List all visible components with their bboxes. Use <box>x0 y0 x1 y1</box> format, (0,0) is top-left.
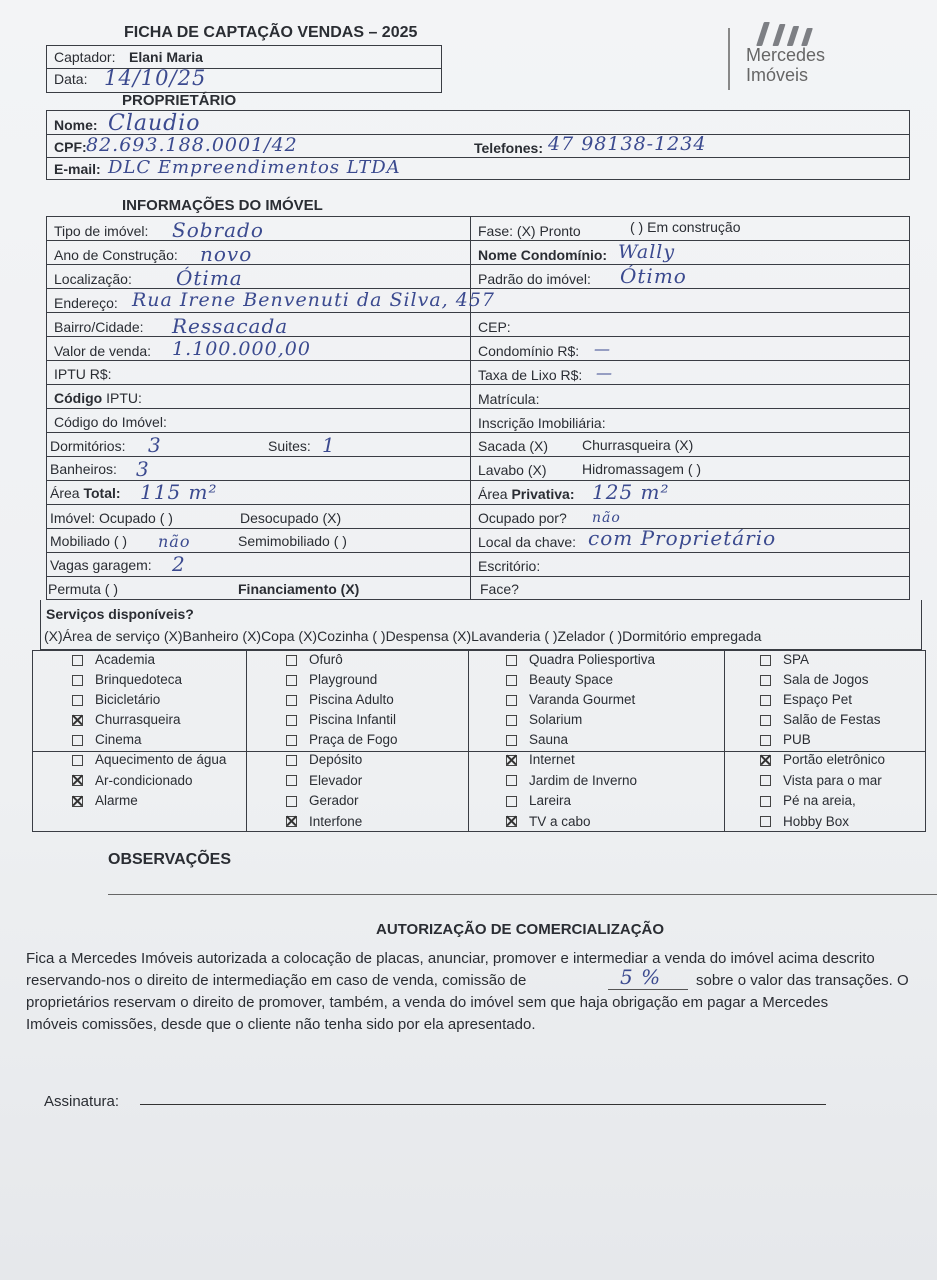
amenity-label: Interfone <box>309 813 363 829</box>
amenity-item[interactable] <box>286 773 362 788</box>
checkbox-icon[interactable] <box>72 775 83 786</box>
amenity-label: Hobby Box <box>783 813 850 829</box>
checkbox-icon[interactable] <box>72 655 83 666</box>
local-chave-label: Local da chave: <box>478 534 577 550</box>
checkbox-icon[interactable] <box>506 775 517 786</box>
row-divider <box>46 528 910 529</box>
amenity-label: Ar-condicionado <box>95 772 193 788</box>
amenity-item[interactable] <box>286 692 394 707</box>
checkbox-icon[interactable] <box>286 695 297 706</box>
phones-value[interactable]: 47 98138-1234 <box>548 133 707 155</box>
checkbox-icon[interactable] <box>506 816 517 827</box>
inscricao-label: Inscrição Imobiliária: <box>478 415 606 431</box>
authorization-p1: Fica a Mercedes Imóveis autorizada a colocação de placas, anunciar, promover e intermediar a venda do imóvel acima descrito <box>26 950 875 967</box>
divider <box>724 650 725 832</box>
amenity-item[interactable] <box>286 732 398 747</box>
checkbox-icon[interactable] <box>506 715 517 726</box>
amenity-item[interactable] <box>506 652 655 667</box>
checkbox-icon[interactable] <box>72 735 83 746</box>
desocupado-option[interactable]: Desocupado (X) <box>240 510 342 526</box>
checkbox-icon[interactable] <box>286 755 297 766</box>
amenity-item[interactable] <box>760 732 811 747</box>
authorization-p2b: sobre o valor das transações. O <box>696 972 909 989</box>
area-total-label-a: Área <box>50 485 84 501</box>
checkbox-icon[interactable] <box>760 735 771 746</box>
cep-label: CEP: <box>478 319 511 335</box>
vagas-label: Vagas garagem: <box>50 557 152 573</box>
checkbox-icon[interactable] <box>760 796 771 807</box>
row-divider <box>46 264 910 265</box>
amenity-label: Pé na areia, <box>783 793 856 808</box>
suites-label: Suites: <box>268 438 311 454</box>
amenity-label: Piscina Adulto <box>309 692 394 707</box>
checkbox-icon[interactable] <box>760 655 771 666</box>
amenity-label: Sala de Jogos <box>783 672 869 687</box>
amenity-item[interactable] <box>72 793 138 808</box>
amenity-item[interactable] <box>506 692 635 707</box>
divider <box>468 650 469 832</box>
ocupado-por-label: Ocupado por? <box>478 510 567 526</box>
localizacao-label: Localização: <box>54 271 132 287</box>
email-value[interactable]: DLC Empreendimentos LTDA <box>108 157 401 178</box>
services-line[interactable]: (X)Área de serviço (X)Banheiro (X)Copa (X)Cozinha ( )Despensa (X)Lavanderia ( )Zelador ( )Dormitório empregada <box>44 628 762 644</box>
endereco-label: Endereço: <box>54 295 118 311</box>
data-label: Data: <box>54 71 88 87</box>
padrao-label: Padrão do imóvel: <box>478 271 591 287</box>
observations-heading: OBSERVAÇÕES <box>108 851 231 868</box>
logo-text-2: Imóveis <box>746 65 809 85</box>
amenity-label: Elevador <box>309 772 363 788</box>
amenity-label: Bicicletário <box>95 692 161 707</box>
amenity-item[interactable] <box>506 752 575 767</box>
amenity-item[interactable] <box>286 652 343 667</box>
row-divider <box>46 504 910 505</box>
amenity-item[interactable] <box>760 814 849 829</box>
amenity-item[interactable] <box>286 814 362 829</box>
checkbox-icon[interactable] <box>286 715 297 726</box>
amenity-item[interactable] <box>760 652 809 667</box>
amenity-item[interactable] <box>286 712 396 727</box>
amenity-item[interactable] <box>72 712 181 727</box>
divider <box>246 650 247 832</box>
banheiros-label: Banheiros: <box>50 461 117 477</box>
amenity-label: Espaço Pet <box>783 692 853 707</box>
amenity-item[interactable] <box>506 712 582 727</box>
checkbox-icon[interactable] <box>286 735 297 746</box>
bairro-value[interactable]: Ressacada <box>172 314 289 338</box>
permuta-option[interactable]: Permuta ( ) <box>48 581 119 597</box>
area-privativa-value[interactable]: 125 m² <box>592 480 670 504</box>
authorization-p3: proprietários reservam o direito de promover, também, a venda do imóvel sem que haja obrigação em pagar a Mercedes <box>26 994 829 1011</box>
amenity-label: Churrasqueira <box>95 712 181 727</box>
face-label: Face? <box>480 581 519 597</box>
data-value[interactable]: 14/10/25 <box>104 66 207 90</box>
checkbox-icon[interactable] <box>506 735 517 746</box>
cpf-label: CPF: <box>54 139 87 155</box>
amenity-label: Cinema <box>95 732 142 747</box>
amenity-label: SPA <box>783 652 810 667</box>
checkbox-icon[interactable] <box>760 755 771 766</box>
checkbox-icon[interactable] <box>286 675 297 686</box>
row-divider <box>46 312 910 313</box>
suites-value[interactable]: 1 <box>322 433 336 457</box>
amenity-item[interactable] <box>72 732 142 747</box>
owner-name-value[interactable]: Claudio <box>108 111 201 136</box>
checkbox-icon[interactable] <box>286 796 297 807</box>
row-divider <box>46 456 910 457</box>
amenity-item[interactable] <box>506 814 591 829</box>
phones-label: Telefones: <box>474 140 543 156</box>
hidromassagem-option[interactable]: Hidromassagem ( ) <box>582 461 702 477</box>
financiamento-option[interactable]: Financiamento (X) <box>238 581 360 597</box>
amenity-label: Praça de Fogo <box>309 732 398 747</box>
area-priv-label-a: Área <box>478 486 512 502</box>
ano-value[interactable]: novo <box>200 242 253 266</box>
area-priv-label-b: Privativa: <box>511 486 575 502</box>
cpf-value[interactable]: 82.693.188.0001/42 <box>86 134 298 156</box>
padrao-value[interactable]: Ótimo <box>620 264 687 288</box>
dormitorios-label: Dormitórios: <box>50 438 126 454</box>
amenity-label: Brinquedoteca <box>95 672 183 687</box>
valor-label: Valor de venda: <box>54 343 152 359</box>
cond-name-label: Nome Condomínio: <box>478 247 608 263</box>
semimobiliado-option[interactable]: Semimobiliado ( ) <box>238 533 347 549</box>
amenity-label: Vista para o mar <box>783 772 882 788</box>
checkbox-icon[interactable] <box>760 775 771 786</box>
checkbox-icon[interactable] <box>506 675 517 686</box>
amenity-label: Piscina Infantil <box>309 712 397 727</box>
checkbox-icon[interactable] <box>72 796 83 807</box>
bairro-label: Bairro/Cidade: <box>54 319 144 335</box>
checkbox-icon[interactable] <box>506 755 517 766</box>
amenity-label: Internet <box>529 752 575 767</box>
amenity-label: Sauna <box>529 732 569 747</box>
logo-rule <box>728 28 730 90</box>
ocupado-por-value[interactable]: não <box>592 510 621 526</box>
amenity-label: Salão de Festas <box>783 712 881 727</box>
checkbox-icon[interactable] <box>506 655 517 666</box>
company-logo <box>728 18 858 88</box>
amenity-label: PUB <box>783 732 811 747</box>
amenity-item[interactable] <box>760 752 885 767</box>
imovel-ocupado-option[interactable]: Imóvel: Ocupado ( ) <box>50 510 173 526</box>
commission-value[interactable]: 5 % <box>620 965 662 989</box>
checkbox-icon[interactable] <box>760 695 771 706</box>
condominio-label: Condomínio R$: <box>478 343 580 359</box>
amenity-label: Jardim de Inverno <box>529 772 638 788</box>
area-total-value[interactable]: 115 m² <box>140 480 218 504</box>
amenity-label: Gerador <box>309 793 359 808</box>
amenity-label: Alarme <box>95 793 138 808</box>
matricula-label: Matrícula: <box>478 391 540 407</box>
mobiliado-value[interactable]: não <box>158 532 191 551</box>
owner-heading: PROPRIETÁRIO <box>122 92 237 109</box>
tipo-value[interactable]: Sobrado <box>172 218 264 242</box>
endereco-value[interactable]: Rua Irene Benvenuti da Silva, 457 <box>132 289 496 311</box>
checkbox-icon[interactable] <box>760 675 771 686</box>
amenity-item[interactable] <box>286 793 359 808</box>
services-heading: Serviços disponíveis? <box>46 606 194 622</box>
dormitorios-value[interactable]: 3 <box>148 433 162 457</box>
sacada-option[interactable]: Sacada (X) <box>478 438 549 454</box>
checkbox-icon[interactable] <box>72 695 83 706</box>
amenity-item[interactable] <box>72 692 160 707</box>
row-divider <box>46 408 910 409</box>
commission-underline <box>608 989 688 990</box>
checkbox-icon[interactable] <box>760 715 771 726</box>
signature-label: Assinatura: <box>44 1093 120 1110</box>
amenity-label: TV a cabo <box>529 813 591 829</box>
amenity-item[interactable] <box>760 793 856 808</box>
checkbox-icon[interactable] <box>286 816 297 827</box>
amenity-label: Ofurô <box>309 652 343 667</box>
amenity-item[interactable] <box>286 752 362 767</box>
amenity-item[interactable] <box>760 773 882 788</box>
checkbox-icon[interactable] <box>286 775 297 786</box>
codigo-iptu-label-rest: IPTU: <box>102 390 142 406</box>
amenity-item[interactable] <box>506 672 613 687</box>
fase-label: Fase: (X) Pronto <box>478 223 581 239</box>
vagas-value[interactable]: 2 <box>172 552 186 576</box>
banheiros-value[interactable]: 3 <box>136 457 150 481</box>
row-divider <box>46 576 910 577</box>
checkbox-icon[interactable] <box>72 715 83 726</box>
amenity-item[interactable] <box>506 732 568 747</box>
checkbox-icon[interactable] <box>506 695 517 706</box>
email-label: E-mail: <box>54 161 101 177</box>
amenity-item[interactable] <box>760 672 869 687</box>
amenity-item[interactable] <box>506 793 571 808</box>
amenity-label: Beauty Space <box>529 672 614 687</box>
amenity-label: Playground <box>309 672 378 687</box>
amenity-label: Portão eletrônico <box>783 752 886 767</box>
checkbox-icon[interactable] <box>506 796 517 807</box>
lavabo-option[interactable]: Lavabo (X) <box>478 462 547 478</box>
taxa-lixo-value[interactable]: — <box>596 363 613 382</box>
amenity-item[interactable] <box>286 672 377 687</box>
row-divider <box>46 384 910 385</box>
codigo-imovel-label: Código do Imóvel: <box>54 414 167 430</box>
cond-name-value[interactable]: Wally <box>618 241 676 263</box>
captador-value[interactable]: Elani Maria <box>129 49 203 65</box>
authorization-p2a: reservando-nos o direito de intermediação em caso de venda, comissão de <box>26 972 527 989</box>
localizacao-value[interactable]: Ótima <box>176 266 243 290</box>
escritorio-label: Escritório: <box>478 558 541 574</box>
logo-bars-icon <box>760 18 840 46</box>
codigo-iptu-label <box>54 390 142 406</box>
amenity-label: Quadra Poliesportiva <box>529 652 656 667</box>
amenity-item[interactable] <box>506 773 637 788</box>
churrasqueira-option[interactable]: Churrasqueira (X) <box>582 437 694 453</box>
valor-value[interactable]: 1.100.000,00 <box>172 338 311 360</box>
codigo-iptu-label-bold: Código <box>54 390 103 406</box>
taxa-lixo-label: Taxa de Lixo R$: <box>478 367 583 383</box>
checkbox-icon[interactable] <box>72 675 83 686</box>
amenity-label: Depósito <box>309 752 363 767</box>
amenity-item[interactable] <box>760 712 881 727</box>
amenity-label: Academia <box>95 652 156 667</box>
property-heading: INFORMAÇÕES DO IMÓVEL <box>122 197 323 214</box>
observations-line[interactable] <box>108 894 937 895</box>
owner-name-label: Nome: <box>54 117 98 133</box>
authorization-p4: Imóveis comissões, desde que o cliente não tenha sido por ela apresentado. <box>26 1016 536 1033</box>
iptu-label: IPTU R$: <box>54 366 112 382</box>
logo-text-1: Mercedes <box>746 45 826 65</box>
row-divider <box>46 432 910 433</box>
amenity-item[interactable] <box>72 672 182 687</box>
amenity-item[interactable] <box>72 652 155 667</box>
amenity-label: Aquecimento de água <box>95 752 227 767</box>
amenity-label: Lareira <box>529 793 572 808</box>
local-chave-value[interactable]: com Proprietário <box>588 526 777 550</box>
captador-label: Captador: <box>54 49 116 65</box>
amenity-label: Solarium <box>529 712 583 727</box>
amenity-item[interactable] <box>72 752 226 767</box>
amenity-label: Varanda Gourmet <box>529 692 636 707</box>
checkbox-icon[interactable] <box>760 816 771 827</box>
mobiliado-option[interactable]: Mobiliado ( ) <box>50 533 128 549</box>
fase-option-construction[interactable]: ( ) Em construção <box>630 219 741 235</box>
area-privativa-label <box>478 486 575 502</box>
area-total-label-b: Total: <box>83 485 121 501</box>
amenity-item[interactable] <box>72 773 193 788</box>
form-title: FICHA DE CAPTAÇÃO VENDAS – 2025 <box>124 24 418 41</box>
signature-line[interactable] <box>140 1104 826 1105</box>
checkbox-icon[interactable] <box>72 755 83 766</box>
condominio-value[interactable]: — <box>594 339 611 358</box>
area-total-label <box>50 485 121 501</box>
tipo-label: Tipo de imóvel: <box>54 223 149 239</box>
ano-label: Ano de Construção: <box>54 247 178 263</box>
authorization-heading: AUTORIZAÇÃO DE COMERCIALIZAÇÃO <box>376 921 665 938</box>
row-divider <box>46 360 910 361</box>
checkbox-icon[interactable] <box>286 655 297 666</box>
amenity-item[interactable] <box>760 692 852 707</box>
